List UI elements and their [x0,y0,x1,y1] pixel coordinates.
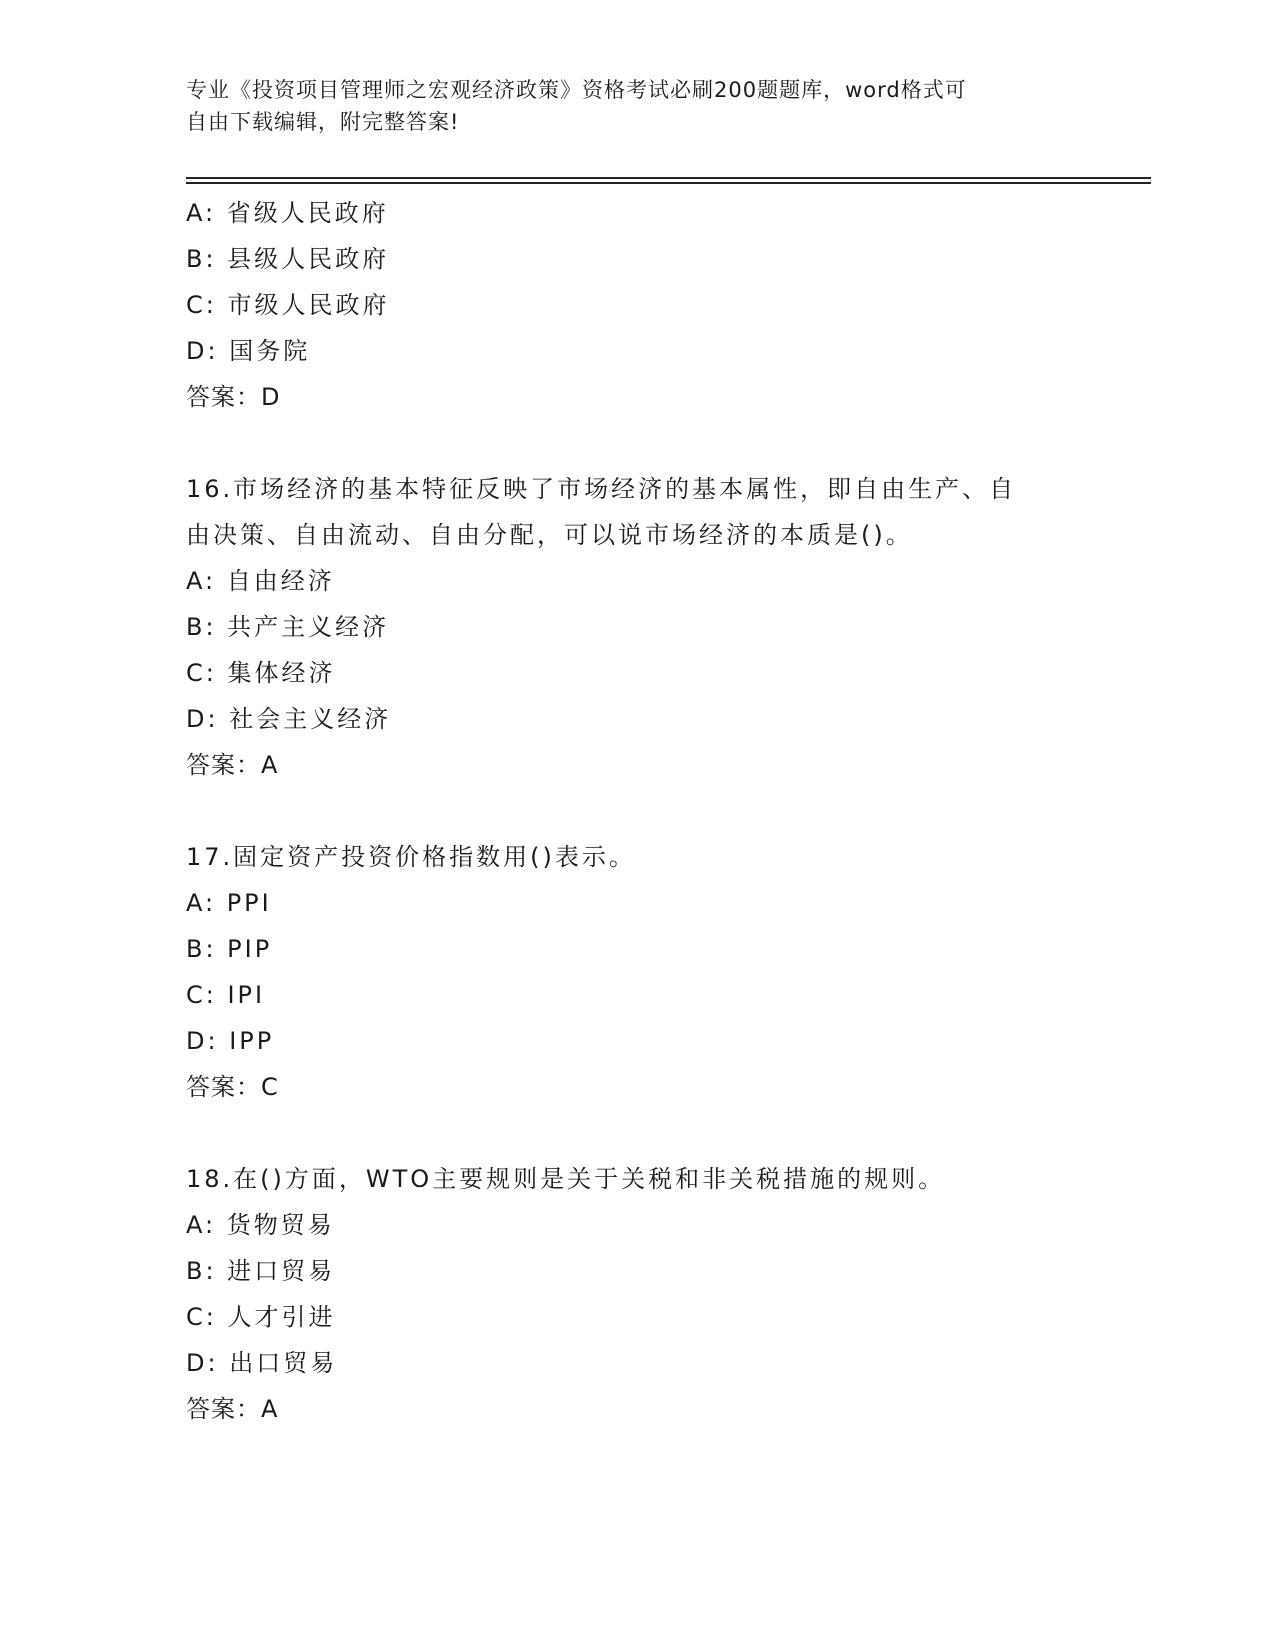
header-rule-bottom [186,182,1151,184]
question-16 [186,466,1146,788]
option-d: D: IPP [186,1027,275,1055]
option-c: C: 市级人民政府 [186,291,390,319]
option-b: B: 共产主义经济 [186,613,390,641]
question-15 [186,190,1146,420]
option-b: B: 进口贸易 [186,1257,336,1285]
option-c: C: IPI [186,981,266,1009]
question-stem: 16.市场经济的基本特征反映了市场经济的基本属性，即自由生产、自 [186,475,1017,503]
option-d: D: 社会主义经济 [186,705,392,733]
option-c: C: 人才引进 [186,1303,336,1331]
option-c: C: 集体经济 [186,659,336,687]
option-b: B: PIP [186,935,273,963]
answer: 答案：A [186,1395,279,1423]
header-line-2: 自由下载编辑，附完整答案! [186,110,460,134]
option-b: B: 县级人民政府 [186,245,390,273]
question-list [186,190,1146,1432]
answer: 答案：A [186,751,279,779]
option-a: A: 自由经济 [186,567,335,595]
header-rule-top [186,177,1151,179]
answer: 答案：C [186,1073,279,1101]
header-line-1: 专业《投资项目管理师之宏观经济政策》资格考试必刷200题题库，word格式可 [186,78,967,102]
option-a: A: PPI [186,889,272,917]
question-stem: 17.固定资产投资价格指数用()表示。 [186,843,636,871]
question-stem: 18.在()方面，WTO主要规则是关于关税和非关税措施的规则。 [186,1165,946,1193]
question-18 [186,1156,1146,1432]
answer: 答案：D [186,383,281,411]
option-a: A: 省级人民政府 [186,199,389,227]
document-header [186,74,1086,138]
option-d: D: 出口贸易 [186,1349,338,1377]
spacer [186,420,1146,466]
question-17 [186,834,1146,1110]
spacer [186,1110,1146,1156]
spacer [186,788,1146,834]
option-d: D: 国务院 [186,337,311,365]
question-stem-continued: 由决策、自由流动、自由分配，可以说市场经济的本质是()。 [186,521,913,549]
option-a: A: 货物贸易 [186,1211,335,1239]
